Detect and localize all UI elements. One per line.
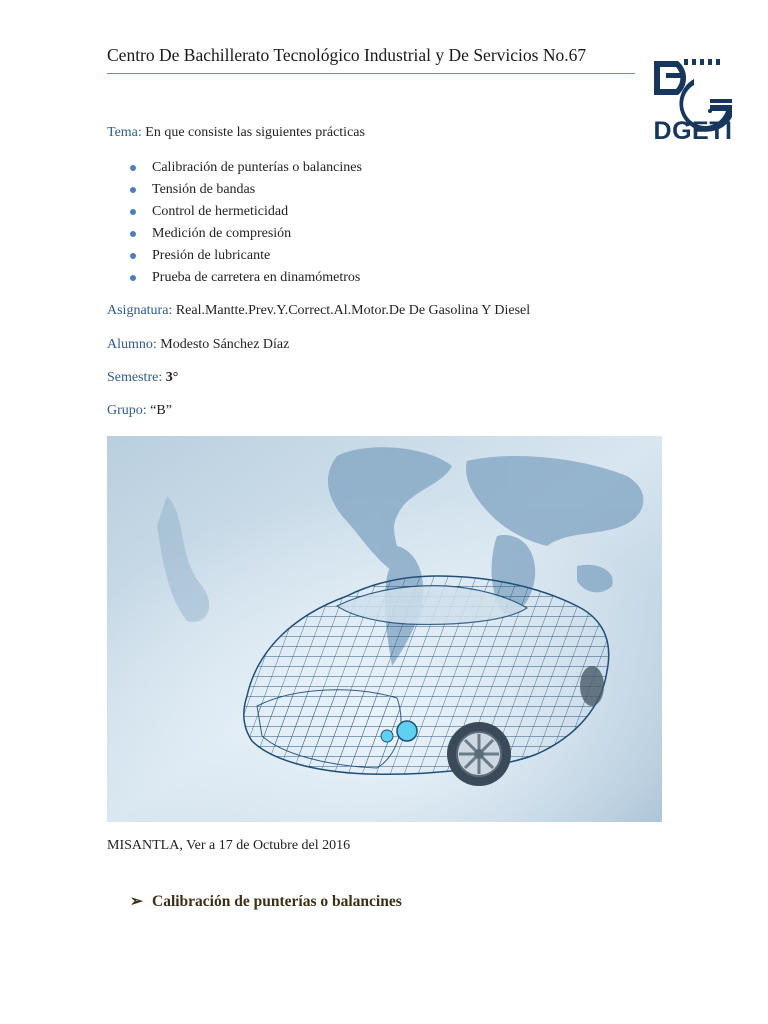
alumno-line: [107, 337, 289, 353]
logo-wordmark: DGETI: [653, 117, 733, 145]
bullet-icon: [130, 209, 136, 215]
semestre-label: Semestre:: [107, 370, 163, 385]
bullet-icon: [130, 275, 136, 281]
bullet-icon: [130, 187, 136, 193]
grupo-line: [107, 403, 172, 419]
wireframe-car-image: [107, 436, 662, 822]
bullet-icon: [130, 165, 136, 171]
asignatura-label: Asignatura:: [107, 303, 173, 318]
arrow-bullet-icon: ➢: [130, 893, 143, 910]
alumno-value: Modesto Sánchez Díaz: [160, 337, 290, 352]
list-item: Tensión de bandas: [107, 180, 362, 202]
list-item: Calibración de punterías o balancines: [107, 158, 362, 180]
bullet-icon: [130, 253, 136, 259]
place-date: MISANTLA, Ver a 17 de Octubre del 2016: [107, 838, 351, 853]
list-item: Prueba de carretera en dinamómetros: [107, 268, 362, 290]
header-divider: [107, 73, 635, 74]
asignatura-line: [107, 303, 530, 319]
tema-line: [107, 125, 365, 141]
bullet-icon: [130, 231, 136, 237]
tema-label: Tema:: [107, 125, 142, 140]
school-title: Centro De Bachillerato Tecnológico Industrial y De Servicios No.67: [107, 45, 587, 65]
list-item: Control de hermeticidad: [107, 202, 362, 224]
semestre-value: 3°: [165, 370, 179, 385]
topics-list: [107, 158, 362, 290]
grupo-label: Grupo:: [107, 403, 147, 418]
section-heading: [130, 892, 402, 911]
tema-value: En que consiste las siguientes prácticas: [145, 125, 365, 140]
grupo-value: “B”: [150, 403, 172, 418]
alumno-label: Alumno:: [107, 337, 157, 352]
section-heading-text: Calibración de punterías o balancines: [152, 893, 402, 910]
list-item: Medición de compresión: [107, 224, 362, 246]
semestre-line: [107, 370, 178, 386]
list-item: Presión de lubricante: [107, 246, 362, 268]
asignatura-value: Real.Mantte.Prev.Y.Correct.Al.Motor.De De Gasolina Y Diesel: [175, 303, 531, 318]
